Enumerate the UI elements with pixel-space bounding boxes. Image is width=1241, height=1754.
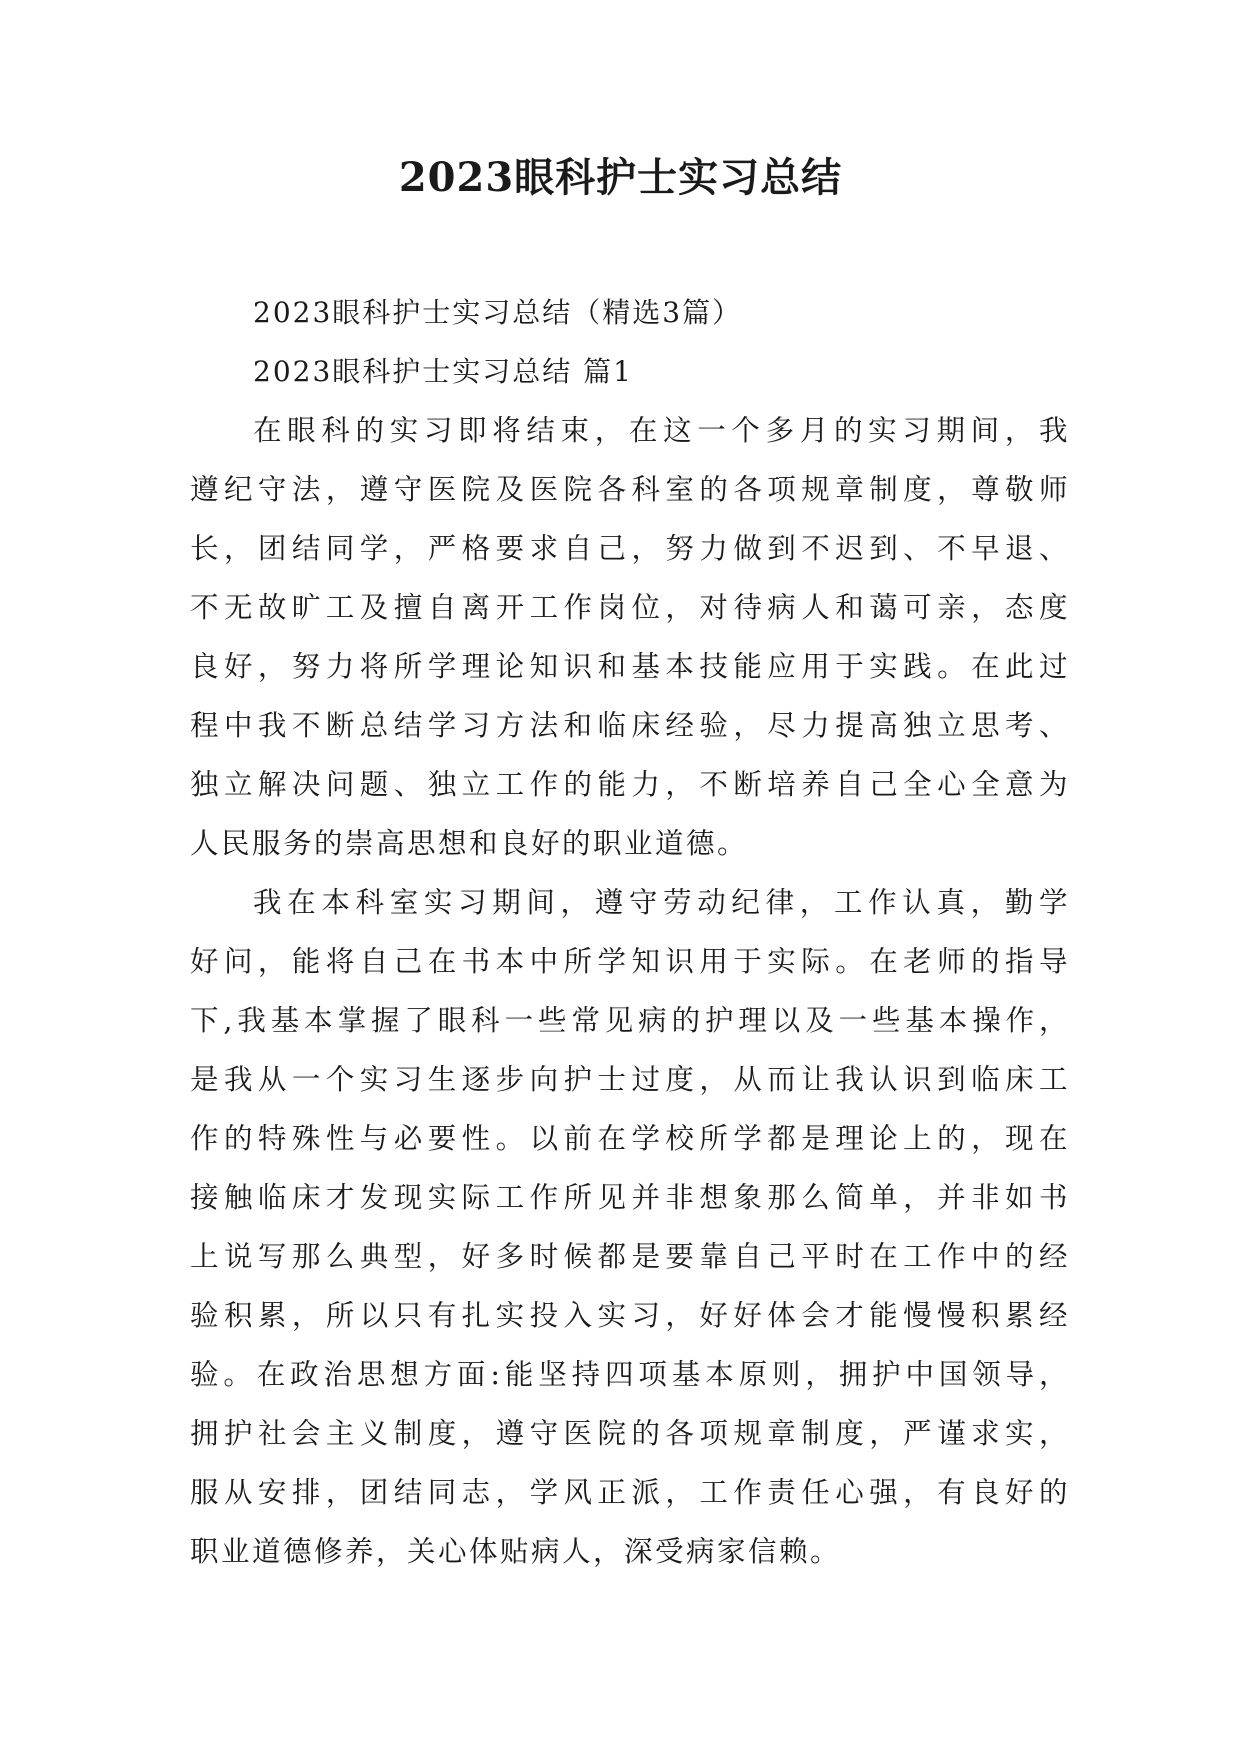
collection-subtitle: 2023眼科护士实习总结（精选3篇） <box>253 296 743 329</box>
paragraph-line: 程中我不断总结学习方法和临床经验，尽力提高独立思考、 <box>190 709 1070 742</box>
paragraph-line: 验积累，所以只有扎实投入实习，好好体会才能慢慢积累经 <box>190 1299 1070 1332</box>
paragraph-line: 在眼科的实习即将结束，在这一个多月的实习期间，我 <box>253 414 1070 447</box>
paragraph-line: 接触临床才发现实际工作所见并非想象那么简单，并非如书 <box>190 1181 1070 1214</box>
paragraph-line: 上说写那么典型，好多时候都是要靠自己平时在工作中的经 <box>190 1240 1070 1273</box>
paragraph-line: 遵纪守法，遵守医院及医院各科室的各项规章制度，尊敬师 <box>190 473 1070 506</box>
part-subtitle: 2023眼科护士实习总结 篇1 <box>253 355 633 388</box>
paragraph-line: 长，团结同学，严格要求自己，努力做到不迟到、不早退、 <box>190 532 1070 565</box>
paragraph-line: 作的特殊性与必要性。以前在学校所学都是理论上的，现在 <box>190 1122 1070 1155</box>
paragraph-line: 下,我基本掌握了眼科一些常见病的护理以及一些基本操作， <box>190 1004 1070 1037</box>
paragraph-line: 服从安排，团结同志，学风正派，工作责任心强，有良好的 <box>190 1476 1070 1509</box>
paragraph-line: 拥护社会主义制度，遵守医院的各项规章制度，严谨求实， <box>190 1417 1070 1450</box>
paragraph-line: 我在本科室实习期间，遵守劳动纪律，工作认真，勤学 <box>253 886 1070 919</box>
paragraph-line: 不无故旷工及擅自离开工作岗位，对待病人和蔼可亲，态度 <box>190 591 1070 624</box>
paragraph-line: 人民服务的崇高思想和良好的职业道德。 <box>190 827 749 860</box>
paragraph-line: 独立解决问题、独立工作的能力，不断培养自己全心全意为 <box>190 768 1070 801</box>
paragraph-line: 职业道德修养，关心体贴病人，深受病家信赖。 <box>190 1535 842 1568</box>
paragraph-line: 是我从一个实习生逐步向护士过度，从而让我认识到临床工 <box>190 1063 1070 1096</box>
paragraph-line: 验。在政治思想方面:能坚持四项基本原则，拥护中国领导， <box>190 1358 1070 1391</box>
document-title: 2023眼科护士实习总结 <box>398 154 843 201</box>
paragraph-line: 好问，能将自己在书本中所学知识用于实际。在老师的指导 <box>190 945 1070 978</box>
paragraph-line: 良好，努力将所学理论知识和基本技能应用于实践。在此过 <box>190 650 1070 683</box>
